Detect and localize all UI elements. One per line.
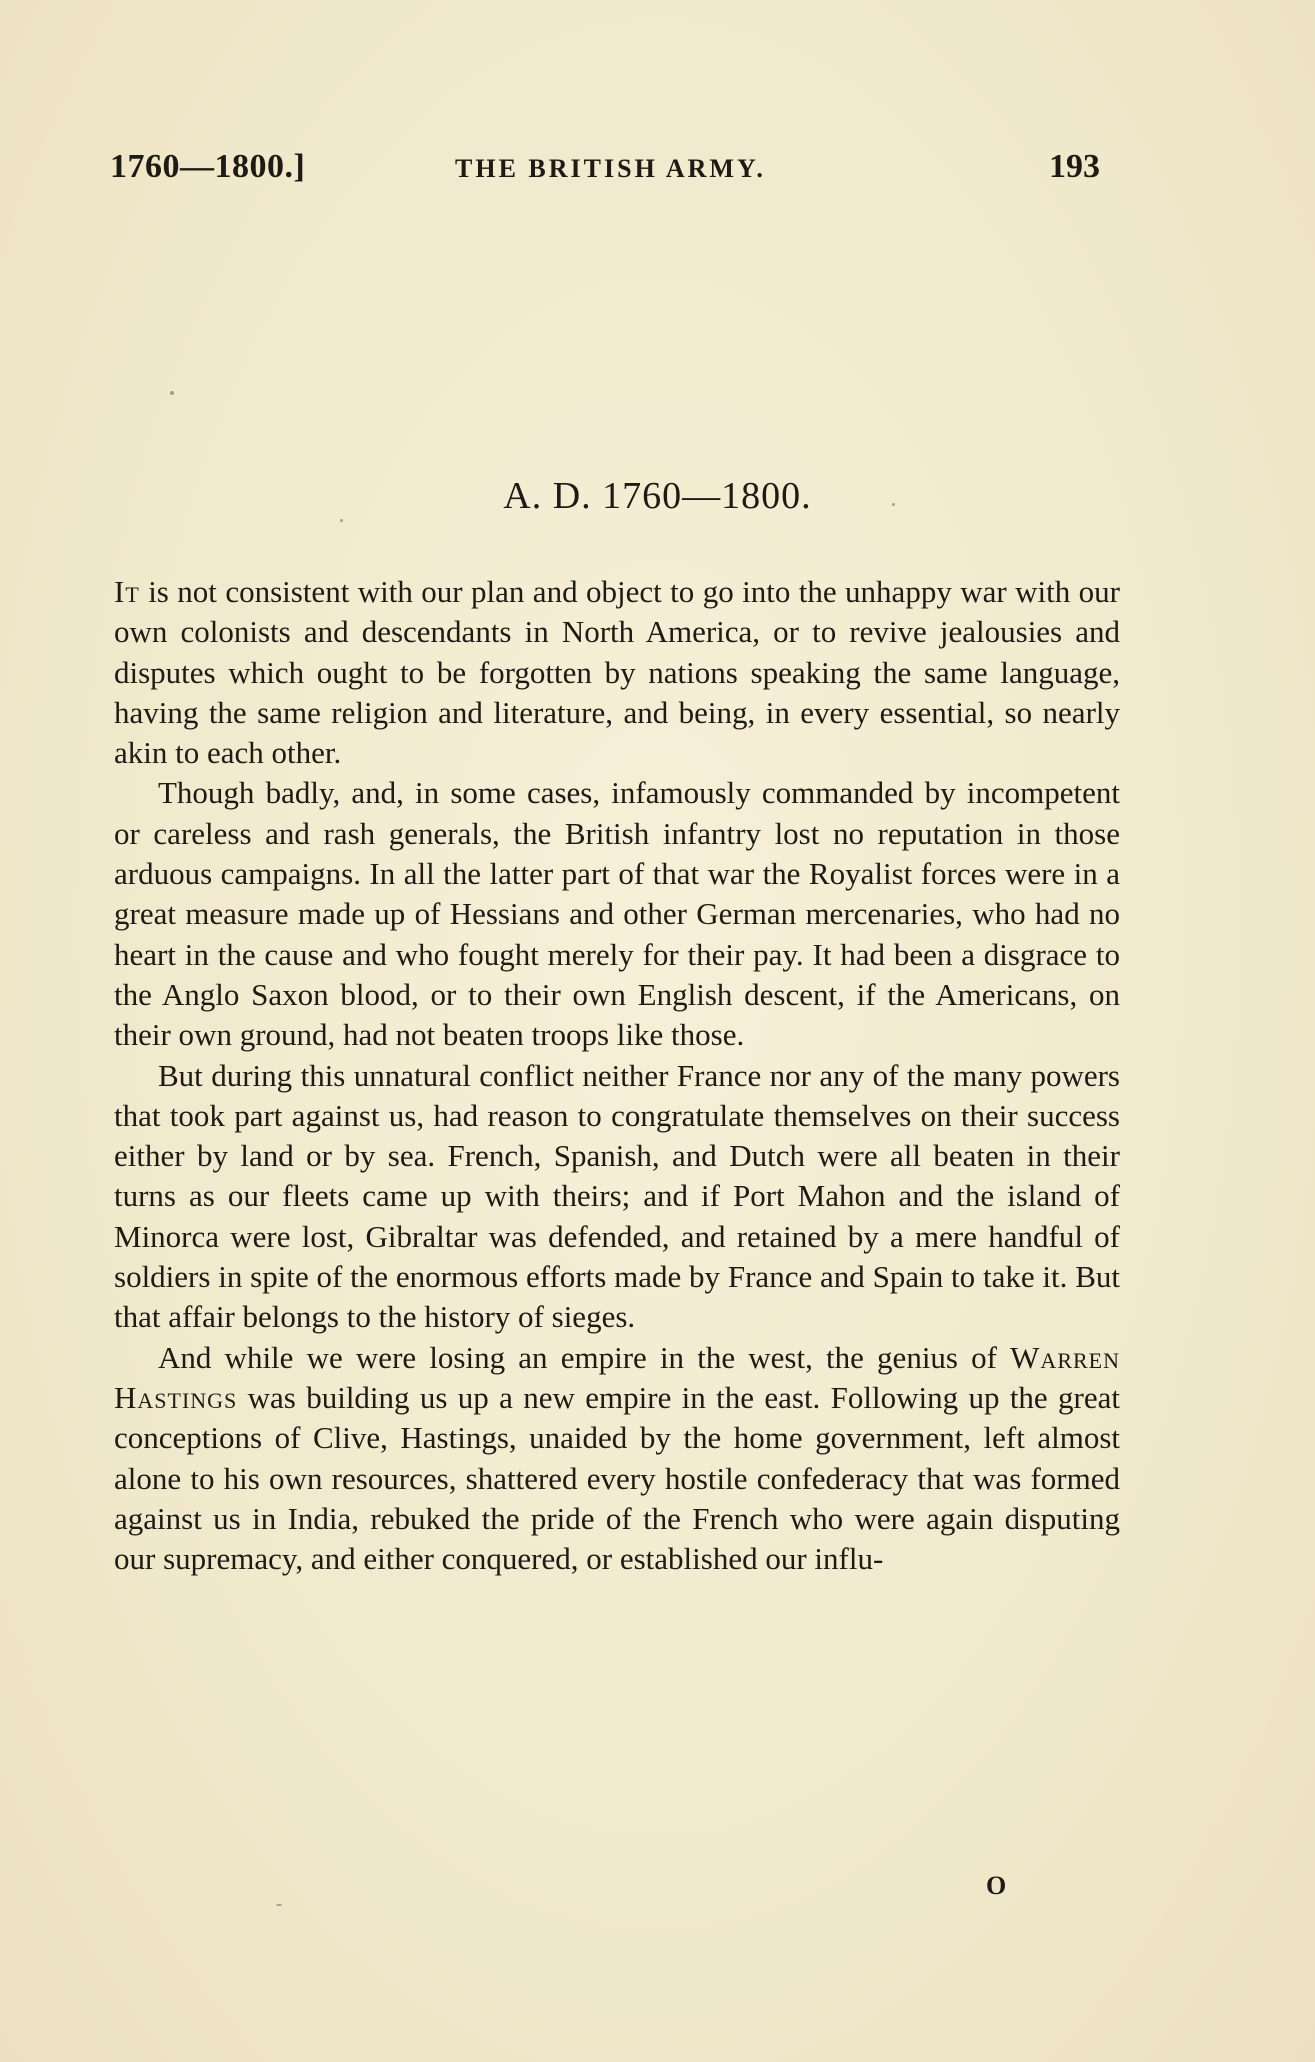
running-head-dates: 1760—1800.] [110,148,306,185]
signature-mark: O [986,1871,1007,1900]
ink-speck [892,503,895,506]
paragraph-1 [114,572,1120,773]
ink-speck [340,519,343,522]
running-head [110,148,1100,188]
ink-speck [276,1904,282,1906]
page-number: 193 [1049,148,1100,185]
paragraph-4-text-before: And while we were losing an empire in the west, the genius of [158,1339,1011,1375]
paragraph-1-text: is not consistent with our plan and object to go into the unhappy war with our own colonists and descendants in North America, or to revive jealousies and disputes which ought to be forgotten by nations speaking the same language, having the same religion and literature, and being, in every essential, so nearly akin to each other. [114,574,1120,771]
ink-speck [170,391,174,395]
running-head-title: THE BRITISH ARMY. [455,154,766,183]
paragraph-4-text-after: was building us up a new empire in the east. Following up the great conceptions of Clive, Hastings, unaided by the home government, left almost alone to his own resources, shattered every hostile confederacy that was formed against us in India, rebuked the pride of the French who were again disputing our supremacy, and either conquered, or established our influ- [114,1379,1120,1577]
paragraph-3: But during this unnatural conflict neither France nor any of the many powers that took part against us, had reason to congratulate themselves on their success either by land or by sea. French, Spanish, and Dutch were all beaten in their turns as our fleets came up with theirs; and if Port Mahon and the island of Minorca were lost, Gibraltar was defended, and retained by a mere handful of soldiers in spite of the enormous efforts made by France and Spain to take it. But that affair belongs to the history of sieges. [114,1057,1120,1335]
paragraph-4 [114,1338,1120,1580]
paragraph-2: Though badly, and, in some cases, infamously commanded by incompetent or careless and rash generals, the British infantry lost no reputation in those arduous campaigns. In all the latter part of that war the Royalist forces were in a great measure made up of Hessians and other German mercenaries, who had no heart in the cause and who fought merely for their pay. It had been a disgrace to the Anglo Saxon blood, or to their own English descent, if the Americans, on their own ground, had not beaten troops like those. [114,775,1120,1053]
body-text [114,572,1120,1579]
chapter-heading: A. D. 1760—1800. [503,475,812,517]
paragraph-4-name: Warren Hastings [114,1339,1120,1415]
paragraph-1-lead: It [114,574,140,609]
